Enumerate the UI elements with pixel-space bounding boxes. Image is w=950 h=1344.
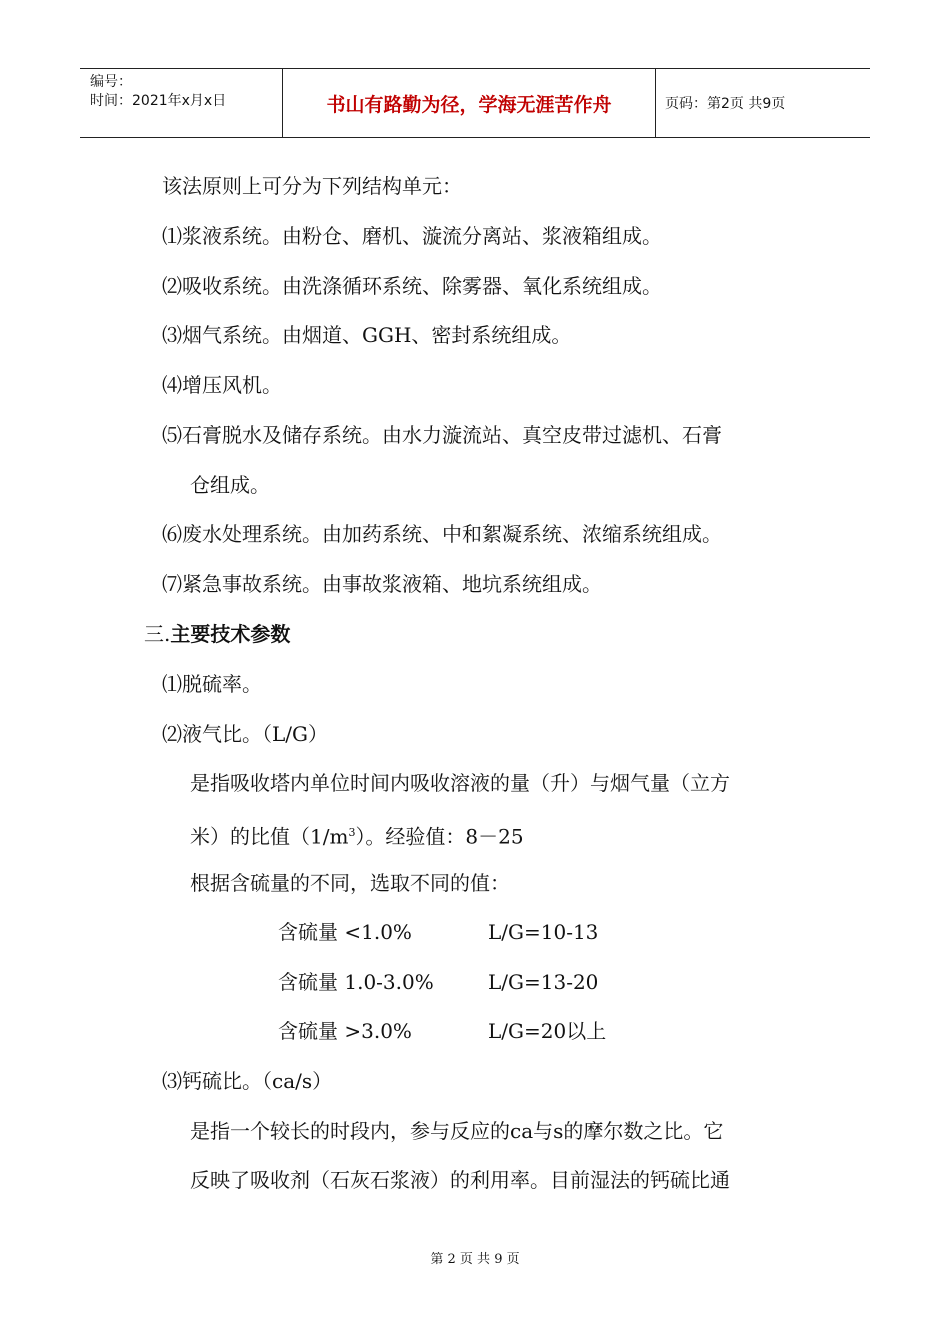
table-row	[278, 1017, 412, 1045]
header-motto: 书山有路勤为径，学海无涯苦作舟	[326, 93, 612, 116]
header-page-label: 页码：第2页 共9页	[665, 96, 786, 112]
unit-item: ⑷增压风机。	[162, 373, 282, 397]
param-item: ⑵液气比。（L/G）	[162, 722, 328, 746]
section-heading	[144, 620, 290, 648]
unit-item: ⑸石膏脱水及储存系统。由水力漩流站、真空皮带过滤机、石膏	[162, 423, 722, 447]
unit-item: ⑹废水处理系统。由加药系统、中和絮凝系统、浓缩系统组成。	[162, 522, 722, 546]
superscript: 3	[348, 826, 356, 839]
unit-item-continued: 仓组成。	[190, 473, 270, 497]
unit-item: ⑶烟气系统。由烟道、GGH、密封系统组成。	[162, 323, 572, 347]
param-item: ⑶钙硫比。（ca/s）	[162, 1069, 333, 1093]
param-description: 反映了吸收剂（石灰石浆液）的利用率。目前湿法的钙硫比通	[190, 1168, 730, 1192]
param-description: 根据含硫量的不同，选取不同的值：	[190, 871, 510, 895]
code-label: 编号：	[90, 74, 132, 90]
section-title: 主要技术参数	[170, 622, 291, 646]
param-description	[190, 819, 524, 851]
table-row	[278, 968, 434, 996]
table-cell-label: 含硫量 1.0-3.0%	[278, 970, 434, 994]
unit-item: ⑵吸收系统。由洗涤循环系统、除雾器、氧化系统组成。	[162, 274, 662, 298]
param-item: ⑴脱硫率。	[162, 672, 262, 696]
intro-text: 该法原则上可分为下列结构单元：	[162, 174, 462, 198]
param-description: 是指一个较长的时段内，参与反应的ca与s的摩尔数之比。它	[190, 1119, 724, 1143]
section-number: 三.	[144, 622, 171, 646]
header-meta	[90, 73, 226, 111]
table-cell-label: 含硫量 <1.0%	[278, 920, 412, 944]
table-cell-label: 含硫量 >3.0%	[278, 1019, 412, 1043]
page-footer: 第 2 页 共 9 页	[430, 1252, 520, 1267]
desc-text: ）。经验值：8－25	[355, 824, 524, 849]
header-divider	[655, 69, 656, 137]
param-description: 是指吸收塔内单位时间内吸收溶液的量（升）与烟气量（立方	[190, 771, 730, 795]
time-label: 时间：2021年x月x日	[90, 93, 227, 109]
document-header	[80, 68, 870, 138]
table-cell-value: L/G=13-20	[488, 970, 599, 994]
table-cell-value: L/G=20以上	[488, 1019, 607, 1043]
unit-item: ⑴浆液系统。由粉仓、磨机、漩流分离站、浆液箱组成。	[162, 224, 662, 248]
table-cell-value: L/G=10-13	[488, 920, 599, 944]
table-row	[278, 918, 412, 946]
unit-item: ⑺紧急事故系统。由事故浆液箱、地坑系统组成。	[162, 572, 602, 596]
desc-text: 米）的比值（1/m	[190, 824, 349, 849]
